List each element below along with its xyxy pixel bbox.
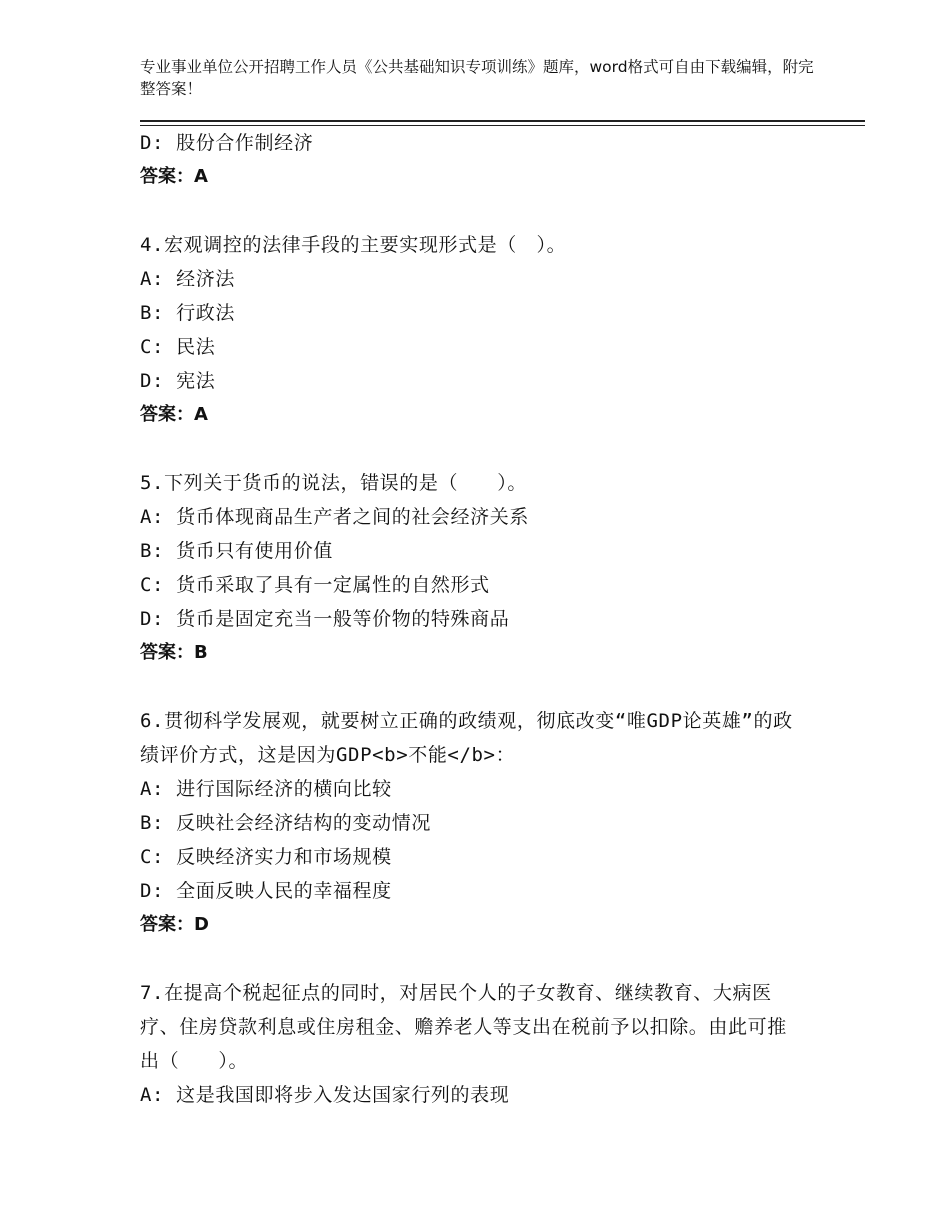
- spacer: [140, 670, 820, 704]
- option-d: D: 货币是固定充当一般等价物的特殊商品: [140, 608, 510, 630]
- option-a: A: 经济法: [140, 268, 235, 290]
- answer-label: 答案：A: [140, 404, 208, 425]
- option-a: A: 这是我国即将步入发达国家行列的表现: [140, 1084, 510, 1106]
- question-stem: 7.在提高个税起征点的同时，对居民个人的子女教育、继续教育、大病医疗、住房贷款利息或住房租金、赡养老人等支出在税前予以扣除。由此可推出（ ）。: [140, 982, 787, 1072]
- option-c: C: 反映经济实力和市场规模: [140, 846, 392, 868]
- option-d: D: 股份合作制经济: [140, 132, 314, 154]
- option-b: B: 货币只有使用价值: [140, 540, 333, 562]
- option-a: A: 进行国际经济的横向比较: [140, 778, 392, 800]
- option-a: A: 货币体现商品生产者之间的社会经济关系: [140, 506, 529, 528]
- document-header: 专业事业单位公开招聘工作人员《公共基础知识专项训练》题库，word格式可自由下载编辑，附完整答案！: [140, 58, 814, 98]
- option-b: B: 行政法: [140, 302, 235, 324]
- option-b: B: 反映社会经济结构的变动情况: [140, 812, 431, 834]
- question-list: [140, 126, 820, 1112]
- option-d: D: 宪法: [140, 370, 216, 392]
- question-3-tail: [140, 126, 820, 194]
- question-4: [140, 228, 820, 432]
- spacer: [140, 194, 820, 228]
- option-c: C: 民法: [140, 336, 216, 358]
- question-stem: 4.宏观调控的法律手段的主要实现形式是（ ）。: [140, 234, 567, 256]
- question-stem: 5.下列关于货币的说法，错误的是（ ）。: [140, 472, 527, 494]
- option-c: C: 货币采取了具有一定属性的自然形式: [140, 574, 490, 596]
- header-divider-thick: [140, 120, 865, 122]
- question-6: [140, 704, 820, 942]
- answer-label: 答案：A: [140, 166, 208, 187]
- question-5: [140, 466, 820, 670]
- answer-label: 答案：B: [140, 642, 208, 663]
- option-d: D: 全面反映人民的幸福程度: [140, 880, 392, 902]
- answer-label: 答案：D: [140, 914, 209, 935]
- question-7: [140, 976, 820, 1112]
- question-stem: 6.贯彻科学发展观，就要树立正确的政绩观，彻底改变“唯GDP论英雄”的政绩评价方式，这是因为GDP<b>不能</b>：: [140, 710, 793, 766]
- spacer: [140, 942, 820, 976]
- spacer: [140, 432, 820, 466]
